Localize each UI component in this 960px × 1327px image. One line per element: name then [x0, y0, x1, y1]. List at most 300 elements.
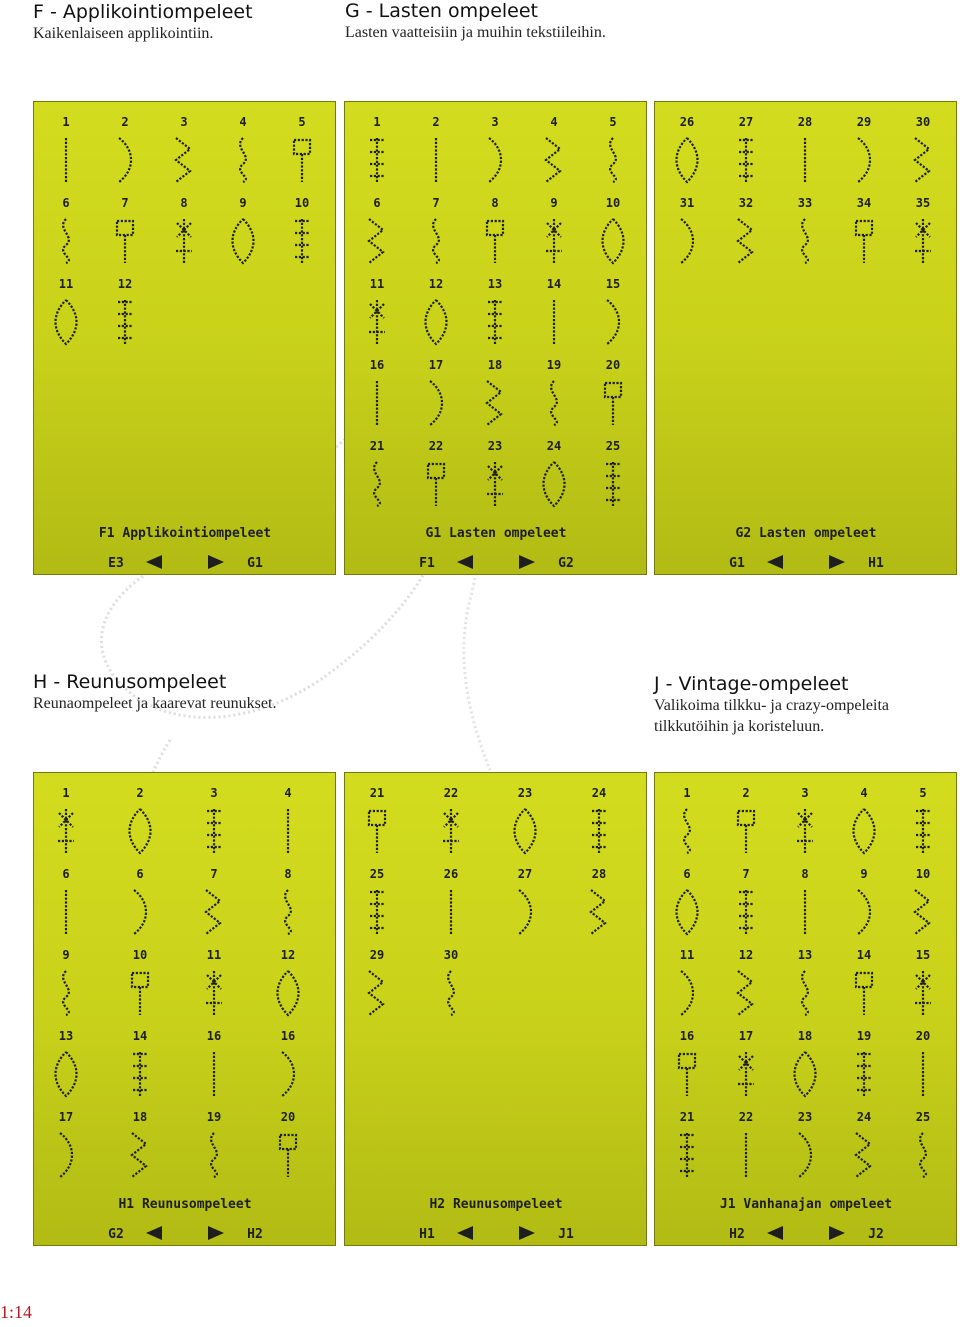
prev-menu-label[interactable]: H2 [729, 1227, 745, 1242]
stitch-number: 17 [58, 1110, 74, 1124]
stitch-number: 22 [738, 1110, 754, 1124]
stitch-number: 28 [797, 115, 813, 129]
arrow-left-icon[interactable] [767, 555, 783, 569]
stitch-pattern-icon [282, 1052, 294, 1096]
stitch-number: 9 [550, 196, 558, 210]
stitch-cell[interactable] [739, 867, 753, 934]
arrow-right-icon[interactable] [829, 1226, 845, 1240]
stitch-pattern-icon [802, 219, 808, 263]
stitch-cell[interactable] [58, 786, 74, 853]
stitch-number: 13 [487, 277, 503, 291]
stitch-pattern-icon [920, 1133, 926, 1177]
stitch-number: 24 [591, 786, 607, 800]
stitch-number: 12 [280, 948, 296, 962]
stitch-cell[interactable] [62, 115, 69, 182]
stitch-pattern-icon [176, 219, 192, 263]
stitch-number: 11 [58, 277, 74, 291]
stitch-pattern-icon [211, 1133, 217, 1177]
stitch-cell[interactable] [605, 358, 621, 425]
stitch-pattern-icon [799, 1133, 811, 1177]
stitch-number: 10 [605, 196, 621, 210]
stitch-number: 10 [294, 196, 310, 210]
stitch-pattern-icon [426, 300, 447, 344]
stitch-cell[interactable] [603, 196, 624, 263]
section-title: G - Lasten ompeleet [345, 0, 538, 22]
stitch-cell[interactable] [295, 196, 309, 263]
stitch-cell[interactable] [284, 867, 291, 934]
next-menu-label[interactable]: G1 [247, 556, 263, 571]
stitch-pattern-icon [56, 1052, 77, 1096]
stitch-number: 21 [679, 1110, 695, 1124]
stitch-number: 27 [517, 867, 533, 881]
stitch-cell[interactable] [369, 277, 385, 344]
stitch-number: 16 [280, 1029, 296, 1043]
stitch-number: 22 [443, 786, 459, 800]
stitch-number: 33 [797, 196, 813, 210]
stitch-pattern-icon [233, 219, 254, 263]
stitch-number: 14 [856, 948, 872, 962]
stitch-pattern-icon [206, 971, 222, 1015]
stitch-pattern-icon [681, 219, 693, 263]
stitch-cell[interactable] [62, 948, 69, 1015]
stitch-pattern-icon [374, 462, 380, 506]
stitch-pattern-icon [738, 1052, 754, 1096]
stitch-number: 29 [369, 948, 385, 962]
stitch-number: 7 [210, 867, 218, 881]
stitch-cell[interactable] [854, 786, 875, 853]
stitch-number: 14 [132, 1029, 148, 1043]
section-heading-j [654, 673, 889, 737]
stitch-number: 24 [546, 439, 562, 453]
section-heading-h [33, 671, 276, 714]
stitch-pattern-icon [551, 381, 557, 425]
stitch-pattern-icon [606, 462, 620, 506]
stitch-cell[interactable] [487, 358, 502, 425]
stitch-pattern-icon [207, 809, 221, 853]
stitch-pattern-icon [797, 809, 813, 853]
stitch-pattern-icon [858, 138, 870, 182]
stitch-screen-f1 [33, 101, 336, 575]
stitch-number: 23 [797, 1110, 813, 1124]
stitch-pattern-icon [592, 809, 606, 853]
stitch-number: 8 [180, 196, 188, 210]
next-menu-label[interactable]: G2 [558, 556, 574, 571]
stitch-number: 19 [206, 1110, 222, 1124]
stitch-pattern-icon [546, 138, 560, 182]
stitch-cell[interactable] [56, 1029, 77, 1096]
stitch-pattern-icon [370, 138, 384, 182]
section-description: Lasten vaatteisiin ja muihin tekstiileihin. [345, 24, 606, 41]
stitch-cell[interactable] [547, 358, 561, 425]
prev-menu-label[interactable]: G2 [108, 1227, 124, 1242]
stitch-number: 9 [860, 867, 868, 881]
prev-menu-label[interactable]: F1 [419, 556, 435, 571]
section-heading-g [345, 0, 606, 43]
stitch-number: 32 [738, 196, 754, 210]
stitch-pattern-icon [681, 971, 693, 1015]
arrow-left-icon[interactable] [146, 1226, 162, 1240]
stitch-number: 35 [915, 196, 931, 210]
stitch-number: 12 [117, 277, 133, 291]
stitch-cell[interactable] [117, 196, 133, 263]
stitch-cell[interactable] [738, 196, 753, 263]
stitch-pattern-icon [369, 811, 385, 853]
stitch-pattern-icon [856, 1133, 870, 1177]
stitch-cell[interactable] [278, 948, 299, 1015]
stitch-pattern-icon [280, 1135, 296, 1177]
stitch-number: 4 [284, 786, 292, 800]
stitch-cell[interactable] [369, 948, 384, 1015]
stitch-cell[interactable] [207, 786, 221, 853]
stitch-cell[interactable] [428, 439, 444, 506]
stitch-number: 15 [605, 277, 621, 291]
prev-menu-label[interactable]: G1 [729, 556, 745, 571]
arrow-left-icon[interactable] [457, 555, 473, 569]
section-title: H - Reunusompeleet [33, 671, 227, 693]
stitch-pattern-icon [117, 221, 133, 263]
stitch-cell[interactable] [518, 867, 532, 934]
stitch-number: 2 [136, 786, 144, 800]
stitch-pattern-icon [677, 138, 698, 182]
stitch-number: 18 [797, 1029, 813, 1043]
stitch-cell[interactable] [56, 277, 77, 344]
section-title: F - Applikointiompeleet [33, 1, 253, 23]
stitch-cell[interactable] [856, 1110, 871, 1177]
section-description-line-2: tilkkutöihin ja koristeluun. [654, 718, 825, 735]
arrow-right-icon[interactable] [519, 555, 535, 569]
stitch-pattern-icon [63, 971, 69, 1015]
next-menu-label[interactable]: H1 [868, 556, 884, 571]
screen-title: G1 Lasten ompeleet [425, 526, 567, 541]
stitch-number: 6 [62, 196, 70, 210]
stitch-cell[interactable] [798, 948, 812, 1015]
arrow-left-icon[interactable] [146, 555, 162, 569]
stitch-cell[interactable] [515, 786, 536, 853]
stitch-number: 11 [679, 948, 695, 962]
stitch-pattern-icon [488, 300, 502, 344]
stitch-cell[interactable] [132, 948, 148, 1015]
stitch-pattern-icon [295, 219, 309, 263]
stitch-cell[interactable] [739, 115, 753, 182]
stitch-number: 26 [679, 115, 695, 129]
stitch-number: 19 [546, 358, 562, 372]
screen-title: H1 Reunusompeleet [118, 1197, 252, 1212]
stitch-screen-h2 [344, 772, 647, 1246]
stitch-cell[interactable] [915, 867, 930, 934]
stitch-pattern-icon [294, 140, 310, 182]
stitch-cell[interactable] [915, 115, 930, 182]
stitch-number: 8 [284, 867, 292, 881]
stitch-pattern-icon [489, 138, 501, 182]
stitch-cell[interactable] [207, 1029, 221, 1096]
stitch-pattern-icon [739, 138, 753, 182]
stitch-cell[interactable] [118, 277, 132, 344]
stitch-cell[interactable] [233, 196, 254, 263]
stitch-cell[interactable] [369, 196, 383, 263]
stitch-cell[interactable] [370, 439, 384, 506]
stitch-number: 9 [239, 196, 247, 210]
prev-menu-label[interactable]: H1 [419, 1227, 435, 1242]
stitch-pattern-icon [915, 138, 929, 182]
stitch-cell[interactable] [857, 115, 871, 182]
stitch-cell[interactable] [857, 1029, 871, 1096]
stitch-pattern-icon [118, 300, 132, 344]
arrow-left-icon[interactable] [457, 1226, 473, 1240]
stitch-cell[interactable] [679, 1029, 695, 1096]
stitch-pattern-icon [857, 1052, 871, 1096]
stitch-pattern-icon [56, 300, 77, 344]
stitch-cell[interactable] [916, 786, 930, 853]
arrow-right-icon[interactable] [208, 555, 224, 569]
stitch-cell[interactable] [429, 358, 443, 425]
stitch-pattern-icon [63, 219, 69, 263]
stitch-number: 30 [443, 948, 459, 962]
stitch-cell[interactable] [239, 115, 246, 182]
stitch-pattern-icon [369, 300, 385, 344]
stitch-cell[interactable] [176, 196, 192, 263]
stitch-cell[interactable] [132, 1110, 147, 1177]
stitch-number: 4 [860, 786, 868, 800]
screen-title: H2 Reunusompeleet [429, 1197, 563, 1212]
stitch-cell[interactable] [444, 948, 458, 1015]
stitch-number: 3 [801, 786, 809, 800]
stitch-pattern-icon [285, 890, 291, 934]
stitch-cell[interactable] [119, 115, 131, 182]
stitch-number: 19 [856, 1029, 872, 1043]
stitch-pattern-icon [119, 138, 131, 182]
stitch-cell[interactable] [444, 867, 458, 934]
stitch-number: 17 [428, 358, 444, 372]
stitch-pattern-icon [738, 811, 754, 853]
stitch-pattern-icon [132, 973, 148, 1015]
stitch-number: 18 [132, 1110, 148, 1124]
stitch-cell[interactable] [488, 277, 502, 344]
stitch-pattern-icon [603, 219, 624, 263]
stitch-cell[interactable] [546, 115, 560, 182]
stitch-cell[interactable] [915, 948, 931, 1015]
stitch-pattern-icon [134, 890, 146, 934]
stitch-number: 7 [432, 196, 440, 210]
stitch-number: 15 [915, 948, 931, 962]
stitch-pattern-icon [738, 219, 752, 263]
stitch-pattern-icon [610, 138, 616, 182]
stitch-pattern-icon [487, 381, 501, 425]
stitch-cell[interactable] [487, 439, 503, 506]
prev-menu-label[interactable]: E3 [108, 556, 124, 571]
stitch-pattern-icon [795, 1052, 816, 1096]
stitch-cell[interactable] [798, 1110, 812, 1177]
arrow-right-icon[interactable] [829, 555, 845, 569]
stitch-pattern-icon [369, 219, 383, 263]
arrow-left-icon[interactable] [767, 1226, 783, 1240]
stitch-cell[interactable] [370, 358, 384, 425]
stitch-number: 13 [797, 948, 813, 962]
stitch-number: 7 [121, 196, 129, 210]
stitch-number: 31 [679, 196, 695, 210]
stitch-cell[interactable] [738, 948, 753, 1015]
stitch-cell[interactable] [606, 277, 620, 344]
stitch-pattern-icon [915, 890, 929, 934]
stitch-pattern-icon [738, 971, 752, 1015]
stitch-cell[interactable] [795, 1029, 816, 1096]
stitch-cell[interactable] [62, 867, 69, 934]
stitch-pattern-icon [677, 890, 698, 934]
stitch-number: 1 [373, 115, 381, 129]
stitch-cell[interactable] [916, 1029, 930, 1096]
stitch-cell[interactable] [547, 277, 561, 344]
stitch-number: 2 [121, 115, 129, 129]
stitch-number: 2 [432, 115, 440, 129]
stitch-cell[interactable] [797, 786, 813, 853]
stitch-pattern-icon [370, 890, 384, 934]
stitch-number: 8 [491, 196, 499, 210]
stitch-cell[interactable] [856, 196, 872, 263]
stitch-screen-j1 [654, 772, 957, 1246]
stitch-cell[interactable] [856, 948, 872, 1015]
arrow-right-icon[interactable] [519, 1226, 535, 1240]
stitch-pattern-icon [487, 221, 503, 263]
section-title: J - Vintage-ompeleet [654, 673, 849, 695]
stitch-cell[interactable] [133, 1029, 147, 1096]
stitch-cell[interactable] [426, 277, 447, 344]
stitch-number: 6 [136, 867, 144, 881]
stitch-cell[interactable] [369, 786, 385, 853]
stitch-cell[interactable] [207, 1110, 221, 1177]
stitch-cell[interactable] [916, 1110, 930, 1177]
stitch-cell[interactable] [680, 1110, 694, 1177]
stitch-cell[interactable] [683, 786, 690, 853]
stitch-number: 25 [915, 1110, 931, 1124]
stitch-cell[interactable] [280, 1110, 296, 1177]
stitch-cell[interactable] [62, 196, 69, 263]
stitch-number: 11 [369, 277, 385, 291]
stitch-cell[interactable] [738, 786, 754, 853]
stitch-number: 8 [801, 867, 809, 881]
stitch-number: 34 [856, 196, 872, 210]
stitch-number: 24 [856, 1110, 872, 1124]
stitch-number: 20 [605, 358, 621, 372]
stitch-cell[interactable] [294, 115, 310, 182]
stitch-number: 13 [58, 1029, 74, 1043]
stitch-pattern-icon [176, 138, 190, 182]
stitch-pattern-icon [856, 973, 872, 1015]
stitch-cell[interactable] [59, 1110, 73, 1177]
stitch-number: 20 [280, 1110, 296, 1124]
stitch-pattern-icon [58, 809, 74, 853]
stitch-number: 9 [62, 948, 70, 962]
stitch-pattern-icon [60, 1133, 72, 1177]
stitch-number: 6 [373, 196, 381, 210]
stitch-pattern-icon [854, 809, 875, 853]
stitch-cell[interactable] [370, 115, 384, 182]
arrow-right-icon[interactable] [208, 1226, 224, 1240]
stitch-number: 16 [679, 1029, 695, 1043]
stitch-number: 1 [62, 786, 70, 800]
stitch-cell[interactable] [609, 115, 616, 182]
stitch-cell[interactable] [606, 439, 620, 506]
stitch-cell[interactable] [680, 196, 694, 263]
screen-title: F1 Applikointiompeleet [98, 526, 272, 541]
stitch-cell[interactable] [801, 867, 808, 934]
stitch-cell[interactable] [443, 786, 459, 853]
stitch-pattern-icon [519, 890, 531, 934]
next-menu-label[interactable]: J1 [558, 1227, 574, 1242]
stitch-cell[interactable] [546, 196, 562, 263]
stitch-number: 29 [856, 115, 872, 129]
stitch-pattern-icon [515, 809, 536, 853]
stitch-cell[interactable] [739, 1110, 753, 1177]
stitch-cell[interactable] [206, 867, 220, 934]
stitch-pattern-icon [278, 971, 299, 1015]
stitch-number: 10 [915, 867, 931, 881]
stitch-number: 16 [206, 1029, 222, 1043]
stitch-number: 26 [443, 867, 459, 881]
stitch-cell[interactable] [798, 196, 812, 263]
stitch-cell[interactable] [858, 867, 870, 934]
stitch-cell[interactable] [677, 115, 698, 182]
stitch-cell[interactable] [915, 196, 931, 263]
stitch-pattern-icon [369, 971, 383, 1015]
stitch-cell[interactable] [134, 867, 146, 934]
stitch-number: 4 [550, 115, 558, 129]
stitch-number: 10 [132, 948, 148, 962]
stitch-cell[interactable] [677, 867, 698, 934]
stitch-cell[interactable] [432, 196, 439, 263]
stitch-cell[interactable] [680, 948, 694, 1015]
stitch-cell[interactable] [738, 1029, 754, 1096]
stitch-pattern-icon [430, 381, 442, 425]
stitch-cell[interactable] [284, 786, 291, 853]
stitch-number: 4 [239, 115, 247, 129]
stitch-number: 21 [369, 439, 385, 453]
stitch-cell[interactable] [370, 867, 384, 934]
next-menu-label[interactable]: H2 [247, 1227, 263, 1242]
stitch-number: 1 [62, 115, 70, 129]
stitch-pattern-icon [448, 971, 454, 1015]
stitch-pattern-icon [133, 1052, 147, 1096]
stitch-number: 12 [428, 277, 444, 291]
stitch-cell[interactable] [591, 867, 606, 934]
stitch-cell[interactable] [489, 115, 501, 182]
stitch-pattern-icon [546, 219, 562, 263]
stitch-number: 25 [369, 867, 385, 881]
page-number: 1:14 [0, 1302, 33, 1322]
stitch-cell[interactable] [281, 1029, 295, 1096]
next-menu-label[interactable]: J2 [868, 1227, 884, 1242]
stitch-pattern-icon [428, 464, 444, 506]
section-description: Reunaompeleet ja kaarevat reunukset. [33, 695, 277, 712]
stitch-cell[interactable] [176, 115, 190, 182]
stitch-cell[interactable] [592, 786, 606, 853]
stitch-cell[interactable] [798, 115, 812, 182]
stitch-pattern-icon [132, 1133, 146, 1177]
stitch-cell[interactable] [487, 196, 503, 263]
stitch-pattern-icon [858, 890, 870, 934]
stitch-cell[interactable] [432, 115, 439, 182]
stitch-number: 16 [369, 358, 385, 372]
section-heading-f [33, 1, 253, 44]
stitch-pattern-icon [240, 138, 246, 182]
stitch-cell[interactable] [130, 786, 151, 853]
stitch-cell[interactable] [544, 439, 565, 506]
stitch-cell[interactable] [206, 948, 222, 1015]
stitch-screen-h1 [33, 772, 336, 1246]
stitch-number: 5 [298, 115, 306, 129]
stitch-number: 17 [738, 1029, 754, 1043]
stitch-number: 22 [428, 439, 444, 453]
stitch-number: 3 [491, 115, 499, 129]
stitch-pattern-icon [433, 219, 439, 263]
